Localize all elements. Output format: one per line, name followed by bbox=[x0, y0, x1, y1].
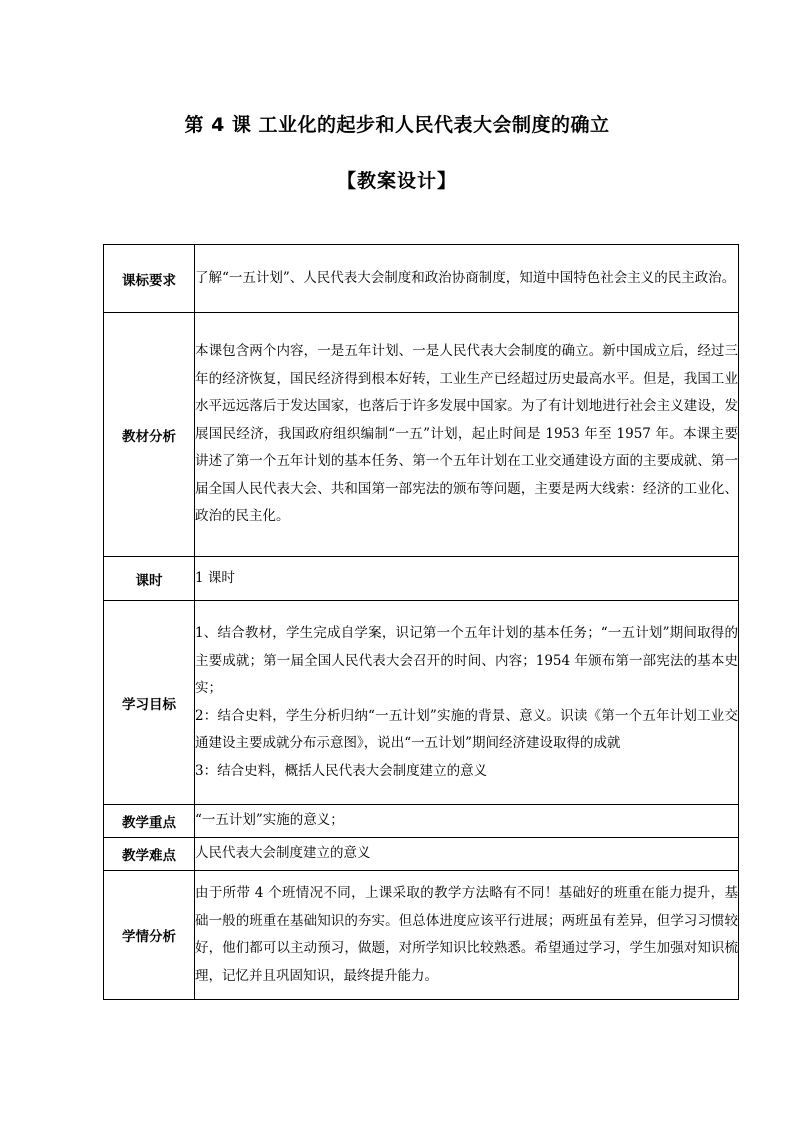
row-content-objectives bbox=[195, 601, 739, 805]
table-row-difficulties bbox=[104, 838, 739, 871]
document-title: 第 4 课 工业化的起步和人民代表大会制度的确立 bbox=[184, 114, 610, 136]
row-label-key-points: 教学重点 bbox=[104, 805, 195, 838]
row-label-textbook: 教材分析 bbox=[104, 313, 195, 557]
row-content-key-points: “一五计划”实施的意义； bbox=[195, 805, 739, 838]
lesson-plan-table bbox=[103, 244, 739, 1000]
row-content-hours: 1 课时 bbox=[195, 557, 739, 601]
objective-item: 1、结合教材，学生完成自学案，识记第一个五年计划的基本任务；“一五计划”期间取得的主要成就；第一届全国人民代表大会召开的时间、内容；1954 年颁布第一部宪法的基本史实； bbox=[195, 625, 738, 696]
row-content-difficulties: 人民代表大会制度建立的意义 bbox=[195, 838, 739, 871]
row-content-learner-analysis: 由于所带 4 个班情况不同，上课采取的教学方法略有不同！基础好的班重在能力提升，基础一般的班重在基础知识的夯实。但总体进度应该平行进展；两班虽有差异，但学习习惯较好，他们都可以主动预习，做题，对所学知识比较熟悉。希望通过学习，学生加强对知识梳理，记忆并且巩固知识，最终提升能力。 bbox=[195, 871, 739, 1000]
table-row-curriculum bbox=[104, 245, 739, 313]
table-row-key-points bbox=[104, 805, 739, 838]
row-label-learner-analysis: 学情分析 bbox=[104, 871, 195, 1000]
objective-item: 3：结合史料，概括人民代表大会制度建立的意义 bbox=[195, 762, 488, 779]
row-label-difficulties: 教学难点 bbox=[104, 838, 195, 871]
row-label-hours: 课时 bbox=[104, 557, 195, 601]
row-content-textbook: 本课包含两个内容，一是五年计划、一是人民代表大会制度的确立。新中国成立后，经过三年的经济恢复，国民经济得到根本好转，工业生产已经超过历史最高水平。但是，我国工业水平远远落后于发达国家，也落后于许多发展中国家。为了有计划地进行社会主义建设，发展国民经济，我国政府组织编制“一五”计划，起止时间是 1953 年至 1957 年。本课主要讲述了第一个五年计划的基本任务、第一个五年计划在工业交通建设方面的主要成就、第一届全国人民代表大会、共和国第一部宪法的颁布等问题，主要是两大线索：经济的工业化、政治的民主化。 bbox=[195, 313, 739, 557]
row-label-objectives: 学习目标 bbox=[104, 601, 195, 805]
objective-item: 2：结合史料，学生分析归纳“一五计划”实施的背景、意义。识读《第一个五年计划工业交通建设主要成就分布示意图》，说出“一五计划”期间经济建设取得的成就 bbox=[195, 707, 738, 751]
document-subtitle: 【教案设计】 bbox=[336, 170, 457, 192]
table-row-objectives bbox=[104, 601, 739, 805]
table-row-learner-analysis bbox=[104, 871, 739, 1000]
row-label-curriculum: 课标要求 bbox=[104, 245, 195, 313]
row-content-curriculum: 了解“一五计划”、人民代表大会制度和政治协商制度，知道中国特色社会主义的民主政治。 bbox=[195, 245, 739, 313]
table-row-hours bbox=[104, 557, 739, 601]
table-row-textbook bbox=[104, 313, 739, 557]
